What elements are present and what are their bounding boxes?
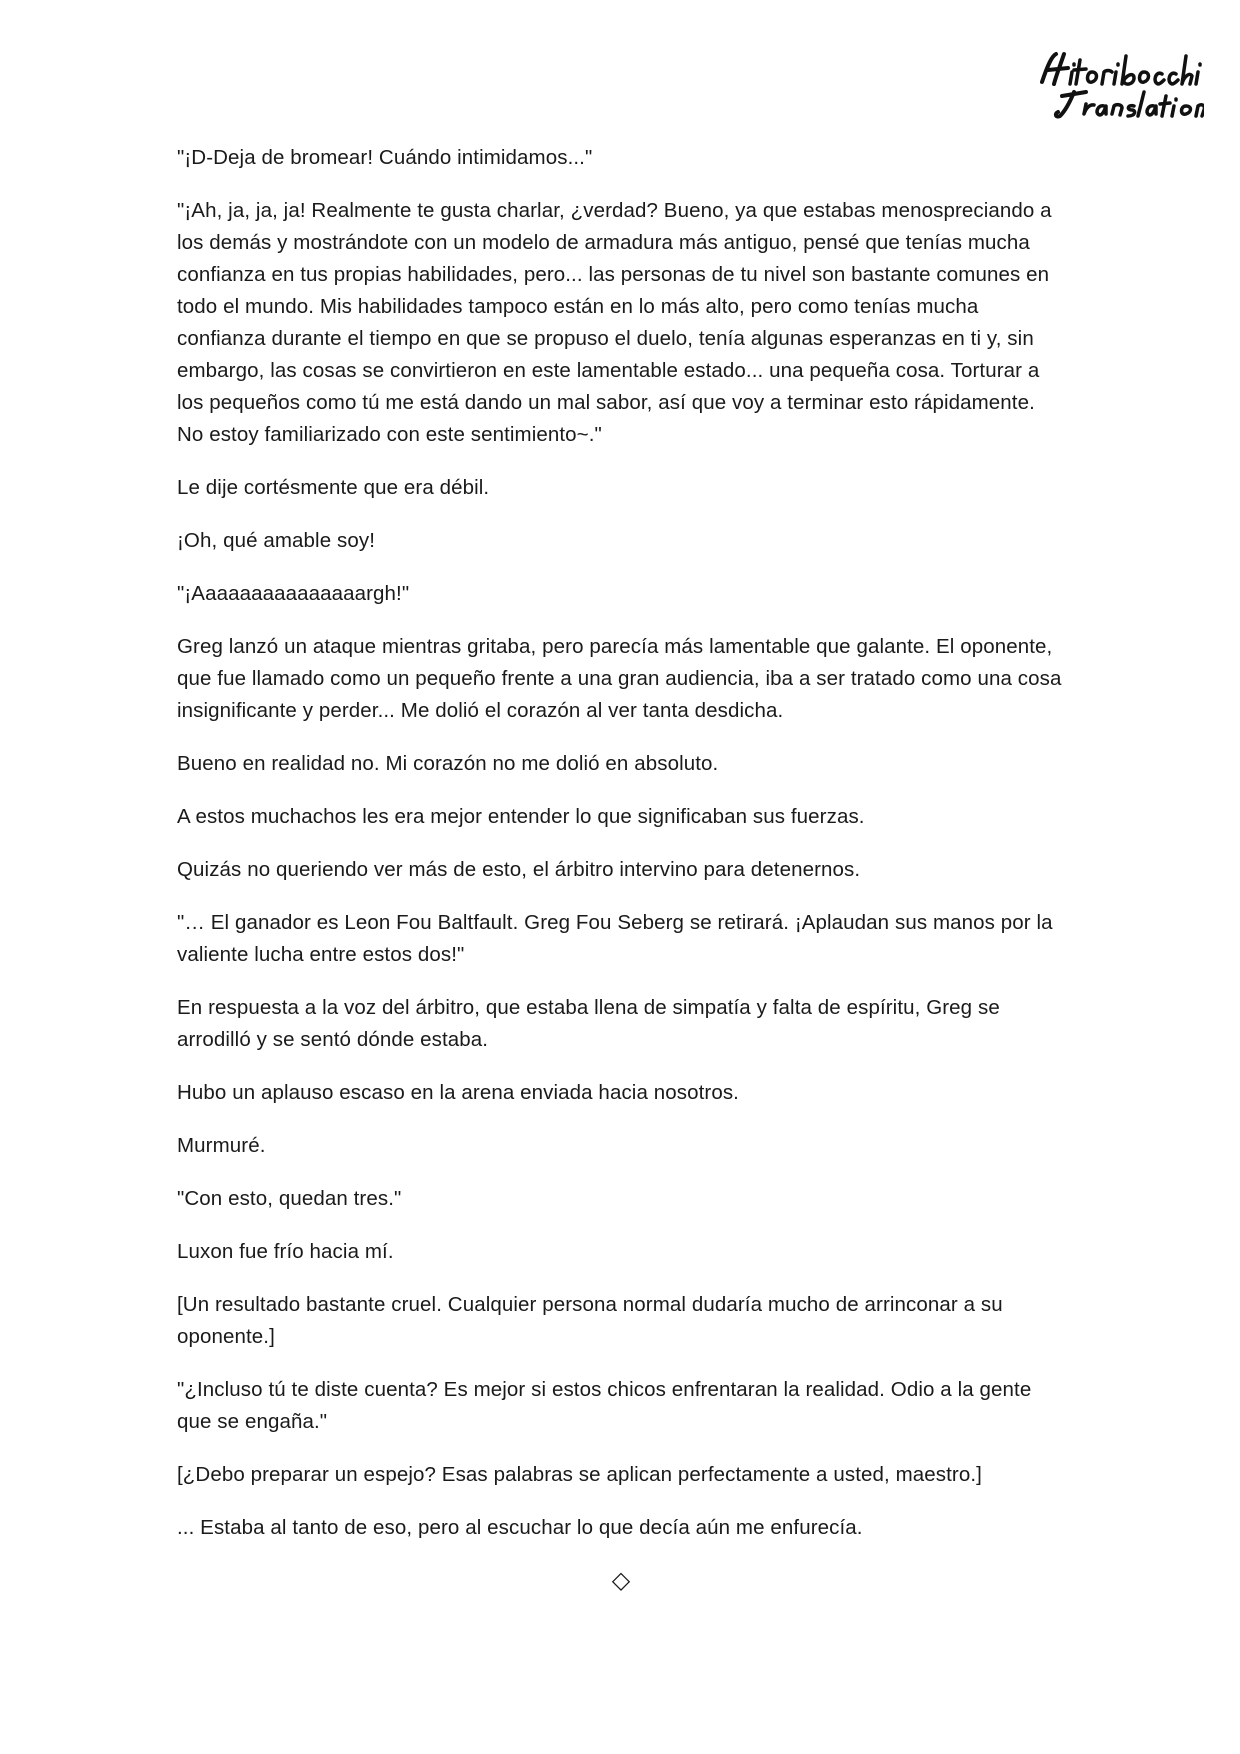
- paragraph: "… El ganador es Leon Fou Baltfault. Greg Fou Seberg se retirará. ¡Aplaudan sus manos por la valiente lucha entre estos dos!": [177, 911, 1053, 966]
- paragraph: "¡Ah, ja, ja, ja! Realmente te gusta charlar, ¿verdad? Bueno, ya que estabas menospreciando a los demás y mostrándote con un modelo de armadura más antiguo, pensé que tenías mucha confianza en tus propias habilidades, pero... las personas de tu nivel son bastante comunes en todo el mundo. Mis habilidades tampoco están en lo más alto, pero como tenías mucha confianza durante el tiempo en que se propuso el duelo, tenía algunas esperanzas en ti y, sin embargo, las cosas se convirtieron en este lamentable estado... una pequeña cosa. Torturar a los pequeños como tú me está dando un mal sabor, así que voy a terminar esto rápidamente. No estoy familiarizado con este sentimiento~.": [177, 199, 1052, 446]
- paragraph: ¡Oh, qué amable soy!: [177, 529, 375, 552]
- scene-break-diamond-icon: ◇: [611, 1566, 631, 1594]
- paragraph: "¡D-Deja de bromear! Cuándo intimidamos...": [177, 146, 593, 169]
- paragraph: Le dije cortésmente que era débil.: [177, 476, 490, 499]
- paragraph: "¿Incluso tú te diste cuenta? Es mejor si estos chicos enfrentaran la realidad. Odio a la gente que se engaña.": [177, 1378, 1032, 1433]
- paragraph: "¡Aaaaaaaaaaaaaaargh!": [177, 582, 410, 605]
- paragraph: A estos muchachos les era mejor entender lo que significaban sus fuerzas.: [177, 805, 865, 828]
- paragraph: Luxon fue frío hacia mí.: [177, 1240, 394, 1263]
- paragraph: [¿Debo preparar un espejo? Esas palabras se aplican perfectamente a usted, maestro.]: [177, 1463, 982, 1486]
- hitoribocchi-translation-logo: [1034, 44, 1204, 124]
- document-body: [177, 142, 1065, 1595]
- paragraph: Hubo un aplauso escaso en la arena enviada hacia nosotros.: [177, 1081, 739, 1104]
- paragraph: Bueno en realidad no. Mi corazón no me dolió en absoluto.: [177, 752, 719, 775]
- paragraph: Quizás no queriendo ver más de esto, el árbitro intervino para detenernos.: [177, 858, 861, 881]
- paragraph: Murmuré.: [177, 1134, 266, 1157]
- paragraph: [Un resultado bastante cruel. Cualquier persona normal dudaría mucho de arrinconar a su oponente.]: [177, 1293, 1003, 1348]
- paragraph: ... Estaba al tanto de eso, pero al escuchar lo que decía aún me enfurecía.: [177, 1516, 863, 1539]
- paragraph: Greg lanzó un ataque mientras gritaba, pero parecía más lamentable que galante. El oponente, que fue llamado como un pequeño frente a una gran audiencia, iba a ser tratado como una cosa insignificante y perder... Me dolió el corazón al ver tanta desdicha.: [177, 635, 1062, 722]
- paragraph: En respuesta a la voz del árbitro, que estaba llena de simpatía y falta de espíritu, Greg se arrodilló y se sentó dónde estaba.: [177, 996, 1000, 1051]
- paragraph: "Con esto, quedan tres.": [177, 1187, 402, 1210]
